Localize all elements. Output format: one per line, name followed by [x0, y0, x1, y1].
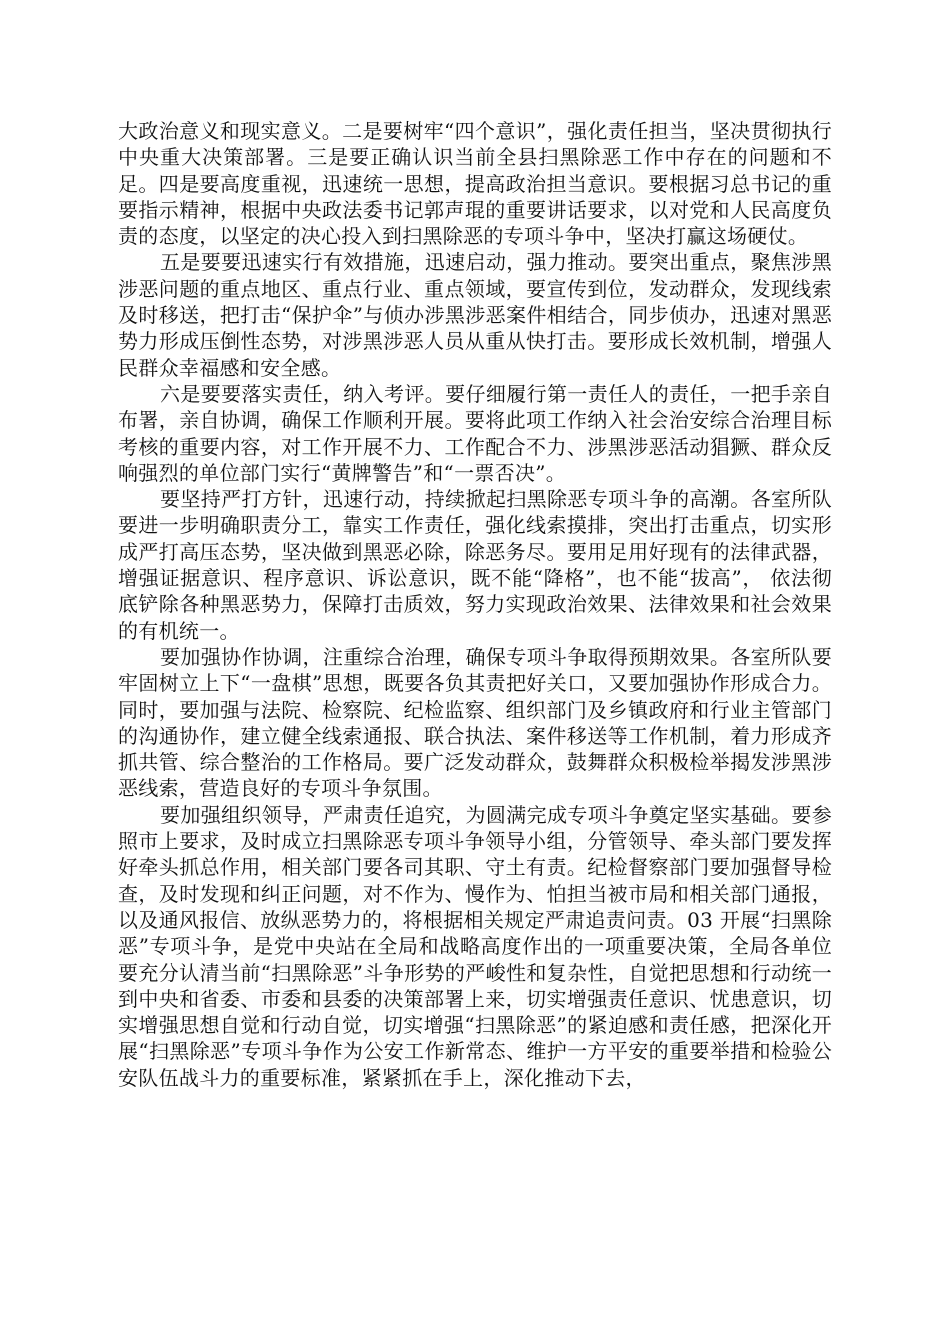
paragraph-leadership: 要加强组织领导，严肃责任追究，为圆满完成专项斗争奠定坚实基础。要参照市上要求，及时成立扫黑除恶专项斗争领导小组，分管领导、牵头部门要发挥好牵头抓总作用，相关部门要各司其职、守土有责。纪检督察部门要加强督导检查，及时发现和纠正问题，对不作为、慢作为、怕担当被市局和相关部门通报，以及通风报信、放纵恶势力的，将根据相关规定严肃追责问责。03 开展“扫黑除恶”专项斗争，是党中央站在全局和战略高度作出的一项重要决策，全局各单位要充分认清当前“扫黑除恶”斗争形势的严峻性和复杂性，自觉把思想和行动统一到中央和省委、市委和县委的决策部署上来，切实增强责任意识、忧患意识，切实增强思想自觉和行动自觉，切实增强“扫黑除恶”的紧迫感和责任感，把深化开展“扫黑除恶”专项斗争作为公安工作新常态、维护一方平安的重要举措和检验公安队伍战斗力的重要标准，紧紧抓在手上，深化推动下去，	[118, 802, 832, 1090]
paragraph-6-responsibility: 六是要要落实责任，纳入考评。要仔细履行第一责任人的责任，一把手亲自布署，亲自协调，确保工作顺利开展。要将此项工作纳入社会治安综合治理目标考核的重要内容，对工作开展不力、工作配合不力、涉黑涉恶活动猖獗、群众反响强烈的单位部门实行“黄牌警告”和“一票否决”。	[118, 381, 832, 485]
paragraph-strike-hard: 要坚持严打方针，迅速行动，持续掀起扫黑除恶专项斗争的高潮。各室所队要进一步明确职责分工，靠实工作责任，强化线索摸排，突出打击重点，切实形成严打高压态势，坚决做到黑恶必除，除恶务尽。要用足用好现有的法律武器，增强证据意识、程序意识、诉讼意识，既不能“降格”，也不能“拔高”， 依法彻底铲除各种黑恶势力，保障打击质效，努力实现政治效果、法律效果和社会效果的有机统一。	[118, 487, 832, 643]
document-body	[118, 118, 832, 1091]
paragraph-1-continued: 大政治意义和现实意义。二是要树牢“四个意识”，强化责任担当，坚决贯彻执行中央重大决策部署。三是要正确认识当前全县扫黑除恶工作中存在的问题和不足。四是要高度重视，迅速统一思想，提高政治担当意识。要根据习总书记的重要指示精神，根据中央政法委书记郭声琨的重要讲话要求，以对党和人民高度负责的态度，以坚定的决心投入到扫黑除恶的专项斗争中，坚决打赢这场硬仗。	[118, 119, 832, 249]
paragraph-5-rapid-measures: 五是要要迅速实行有效措施，迅速启动，强力推动。要突出重点，聚焦涉黑涉恶问题的重点地区、重点行业、重点领域，要宣传到位，发动群众，发现线索及时移送，把打击“保护伞”与侦办涉黑涉恶案件相结合，同步侦办，迅速对黑恶势力形成压倒性态势，对涉黑涉恶人员从重从快打击。要形成长效机制，增强人民群众幸福感和安全感。	[118, 250, 832, 380]
paragraph-coordination: 要加强协作协调，注重综合治理，确保专项斗争取得预期效果。各室所队要牢固树立上下“一盘棋”思想，既要各负其责把好关口，又要加强协作形成合力。同时，要加强与法院、检察院、纪检监察、组织部门及乡镇政府和行业主管部门的沟通协作，建立健全线索通报、联合执法、案件移送等工作机制，着力形成齐抓共管、综合整治的工作格局。要广泛发动群众，鼓舞群众积极检举揭发涉黑涉恶线索，营造良好的专项斗争氛围。	[118, 644, 832, 801]
